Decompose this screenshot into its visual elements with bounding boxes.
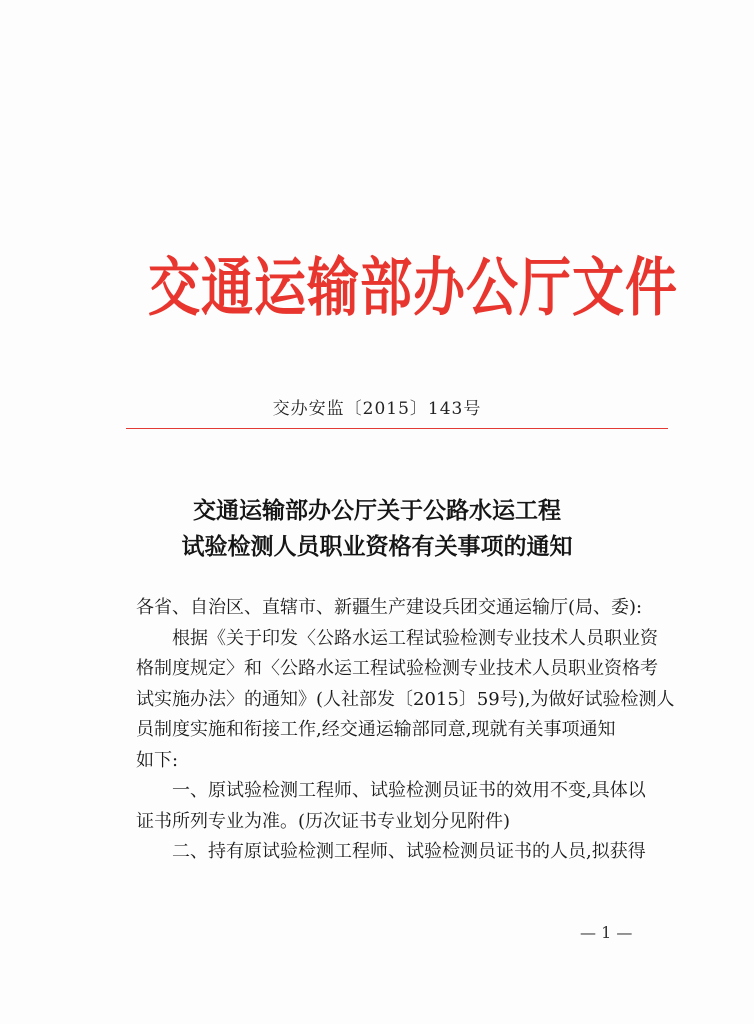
document-number: 交办安监〔2015〕143号 — [272, 399, 482, 419]
body-line-5: 如下: — [136, 749, 179, 771]
page-number: — 1 — — [580, 923, 633, 942]
body-line-1: 根据《关于印发〈公路水运工程试验检测专业技术人员职业资 — [172, 627, 658, 649]
body-line-2: 格制度规定〉和〈公路水运工程试验检测专业技术人员职业资格考 — [136, 658, 658, 679]
body-line-6: 一、原试验检测工程师、试验检测员证书的效用不变,具体以 — [172, 780, 646, 801]
document-header-title: 交通运输部办公厅文件 — [148, 250, 679, 326]
notice-title-line-2: 试验检测人员职业资格有关事项的通知 — [181, 533, 573, 560]
red-divider-rule — [126, 428, 668, 429]
body-line-7: 证书所列专业为准。(历次证书专业划分见附件) — [136, 810, 511, 832]
notice-title-line-1: 交通运输部办公厅关于公路水运工程 — [193, 497, 561, 524]
addressee-line: 各省、自治区、直辖市、新疆生产建设兵团交通运输厅(局、委): — [136, 597, 643, 618]
notice-title — [0, 493, 754, 565]
body-line-8: 二、持有原试验检测工程师、试验检测员证书的人员,拟获得 — [172, 841, 646, 862]
body-line-3: 试实施办法〉的通知》(人社部发〔2015〕59号),为做好试验检测人 — [136, 688, 675, 710]
body-line-4: 员制度实施和衔接工作,经交通运输部同意,现就有关事项通知 — [136, 719, 616, 740]
notice-body — [136, 593, 676, 868]
